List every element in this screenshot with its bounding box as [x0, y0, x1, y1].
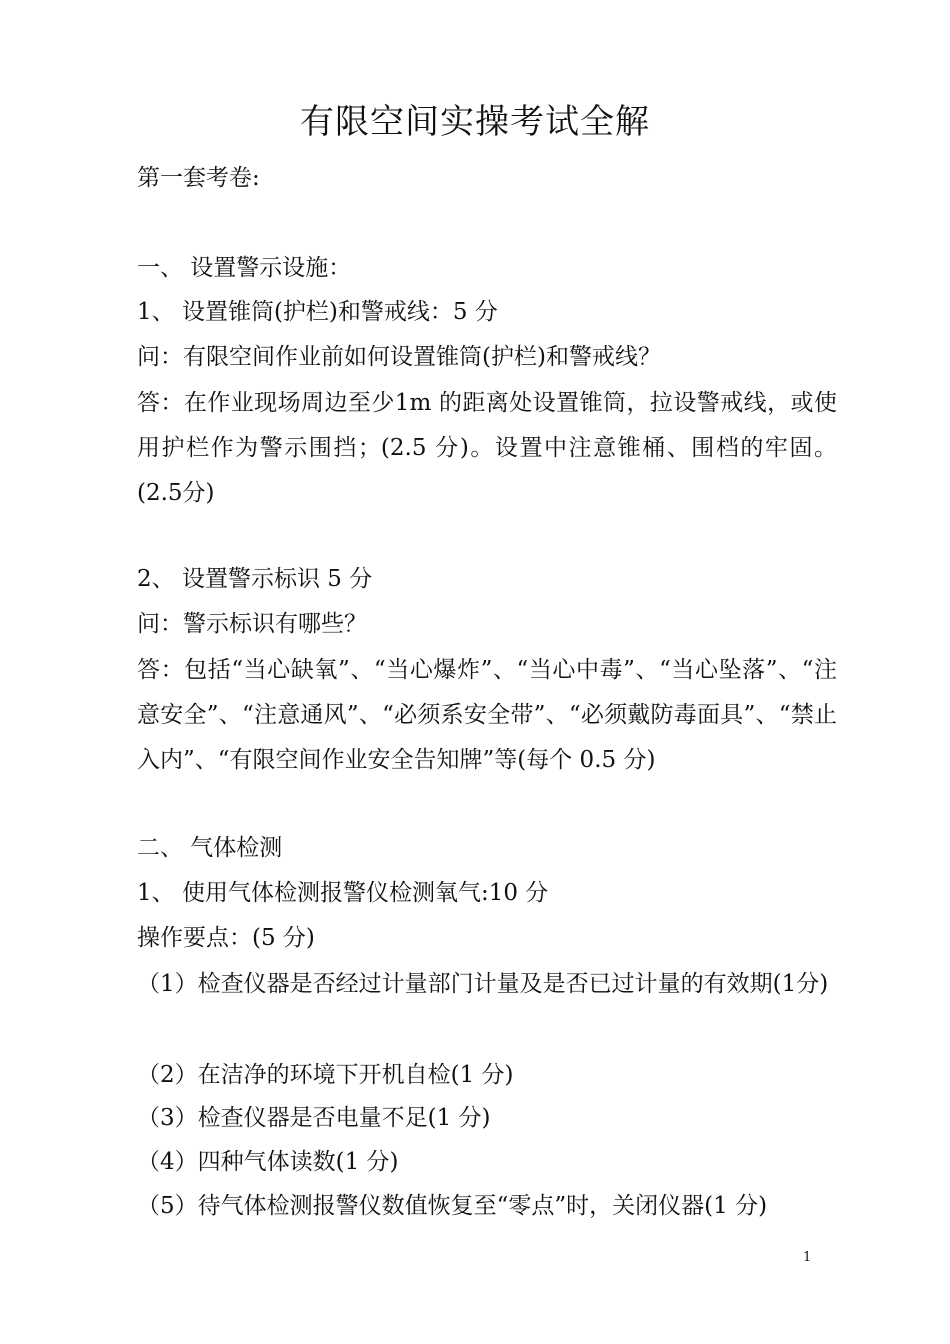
section1-item2-answer: 答：包括“当心缺氧”、“当心爆炸”、“当心中毒”、“当心坠落”、“注意安全”、“注意通风”、“必须系安全带”、“必须戴防毒面具”、“禁止入内”、“有限空间作业安全告知牌”等(每个 0.5 分) — [137, 657, 837, 773]
section2-step-2: （2）在洁净的环境下开机自检(1 分) — [137, 1062, 514, 1088]
section1-item2-title: 2、 设置警示标识 5 分 — [137, 566, 373, 592]
section1-item1-title: 1、 设置锥筒(护栏)和警戒线：5 分 — [137, 299, 498, 325]
section2-heading: 二、 气体检测 — [137, 835, 283, 861]
section1-item2-question: 问：警示标识有哪些？ — [137, 611, 367, 637]
section2-step-4: （4）四种气体读数(1 分) — [137, 1149, 399, 1175]
section1-item1-question: 问：有限空间作业前如何设置锥筒(护栏)和警戒线？ — [137, 344, 661, 370]
section1-heading: 一、 设置警示设施： — [137, 255, 352, 281]
section2-item1-title: 1、 使用气体检测报警仪检测氧气:10 分 — [137, 880, 549, 906]
section2-step-3: （3）检查仪器是否电量不足(1 分) — [137, 1105, 491, 1131]
section1-item1-answer: 答：在作业现场周边至少1m 的距离处设置锥筒，拉设警戒线，或使用护栏作为警示围挡；(2.5 分)。设置中注意锥桶、围档的牢固。(2.5分) — [137, 390, 837, 506]
section2-key-points: 操作要点：(5 分) — [137, 925, 315, 951]
section2-step-5: （5）待气体检测报警仪数值恢复至“零点”时，关闭仪器(1 分) — [137, 1193, 768, 1219]
section2-step-1: （1）检查仪器是否经过计量部门计量及是否已过计量的有效期(1分) — [137, 971, 829, 997]
set-label: 第一套考卷: — [137, 165, 260, 191]
page-title: 有限空间实操考试全解 — [300, 102, 650, 142]
page-number: 1 — [803, 1250, 812, 1265]
